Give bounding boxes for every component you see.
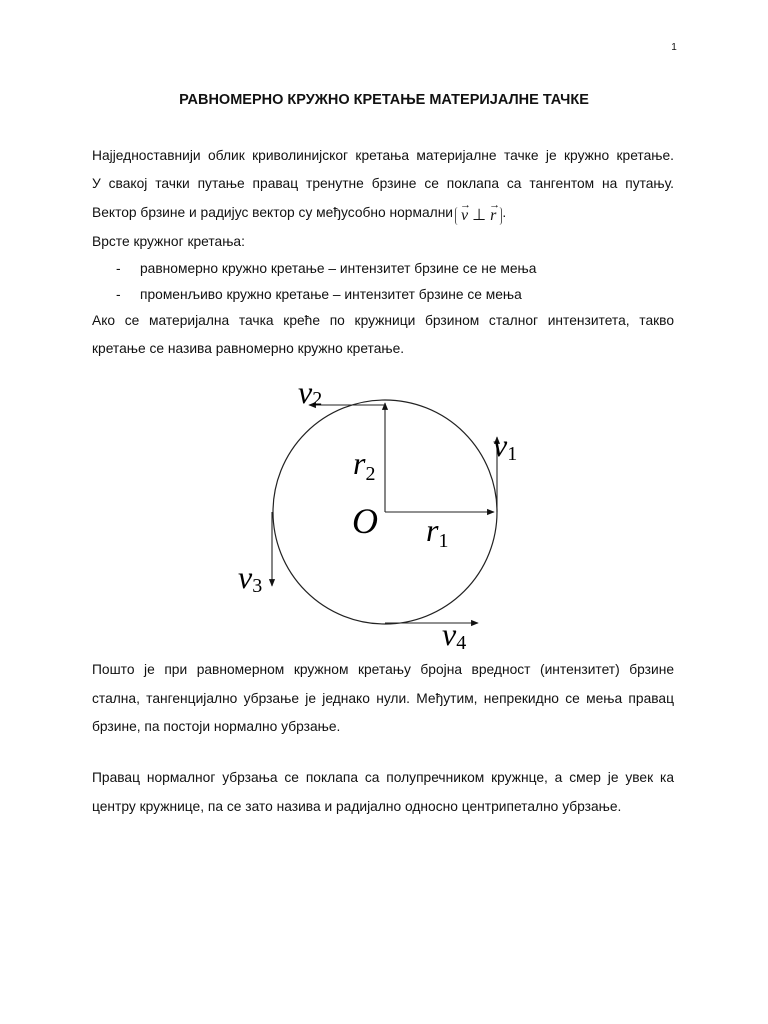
- page-number: 1: [671, 42, 677, 53]
- r1-subscript: 1: [438, 530, 449, 552]
- perpendicular-symbol: ⊥: [472, 207, 487, 224]
- paragraph4-line2: центру кружнице, па се зато назива и радијално односно центрипетално убрзање.: [92, 799, 622, 814]
- page-title: РАВНОМЕРНО КРУЖНО КРЕТАЊЕ МАТЕРИЈАЛНЕ ТАЧКЕ: [179, 92, 589, 108]
- r1-label: [426, 512, 448, 552]
- types-heading: Врсте кружног кретања:: [92, 234, 245, 249]
- v4-label: [442, 616, 466, 654]
- paragraph1-line2: У свакој тачки путање правац тренутне брзине се поклапа са тангентом на путању.: [92, 176, 674, 191]
- list-item: равномерно кружно кретање – интензитет брзине се не мења: [140, 261, 537, 276]
- v1-subscript: 1: [507, 443, 518, 465]
- radius-vector-symbol: → r: [490, 207, 496, 225]
- paragraph3-line3: брзине, па постоји нормално убрзање.: [92, 719, 341, 734]
- v3-label: [238, 559, 262, 597]
- center-label: O: [352, 501, 378, 541]
- velocity-vector-symbol: → v: [461, 207, 468, 225]
- v1-letter: v: [493, 427, 508, 463]
- paragraph3-line1: Пошто је при равномерном кружном кретању бројна вредност (интензитет) брзине: [92, 662, 674, 677]
- r2-label: [353, 445, 375, 485]
- paragraph1-line3-end: .: [502, 205, 507, 220]
- v2-label: [298, 374, 322, 410]
- r1-letter: r: [426, 512, 439, 548]
- r2-letter: r: [353, 445, 366, 481]
- list-item-dash: -: [116, 261, 121, 276]
- paragraph4-line1: Правац нормалног убрзања се поклапа са полупречником кружнце, а смер је увек ка: [92, 770, 674, 785]
- v3-letter: v: [238, 559, 253, 595]
- v1-label: [493, 427, 517, 465]
- v2-letter: v: [298, 374, 313, 410]
- v4-subscript: 4: [456, 632, 467, 654]
- v2-subscript: 2: [312, 388, 323, 410]
- paragraph3-line2: стална, тангенцијално убрзање је једнако нули. Међутим, непрекидно се мења правац: [92, 691, 674, 706]
- list-item-dash: -: [116, 287, 121, 302]
- paragraph1-line1: Најједноставнији облик криволинијског кретања материјалне тачке је кружно кретање.: [92, 148, 674, 163]
- r2-subscript: 2: [365, 463, 376, 485]
- v4-letter: v: [442, 616, 457, 652]
- v3-subscript: 3: [252, 575, 263, 597]
- list-item: променљиво кружно кретање – интензитет брзине се мења: [140, 287, 522, 302]
- paragraph2-line1: Ако се материјална тачка креће по кружници брзином сталног интензитета, такво: [92, 313, 674, 328]
- paragraph1-line3-text: Вектор брзине и радијус вектор су међусобно нормални: [92, 205, 454, 220]
- paragraph2-line2: кретање се назива равномерно кружно кретање.: [92, 341, 405, 356]
